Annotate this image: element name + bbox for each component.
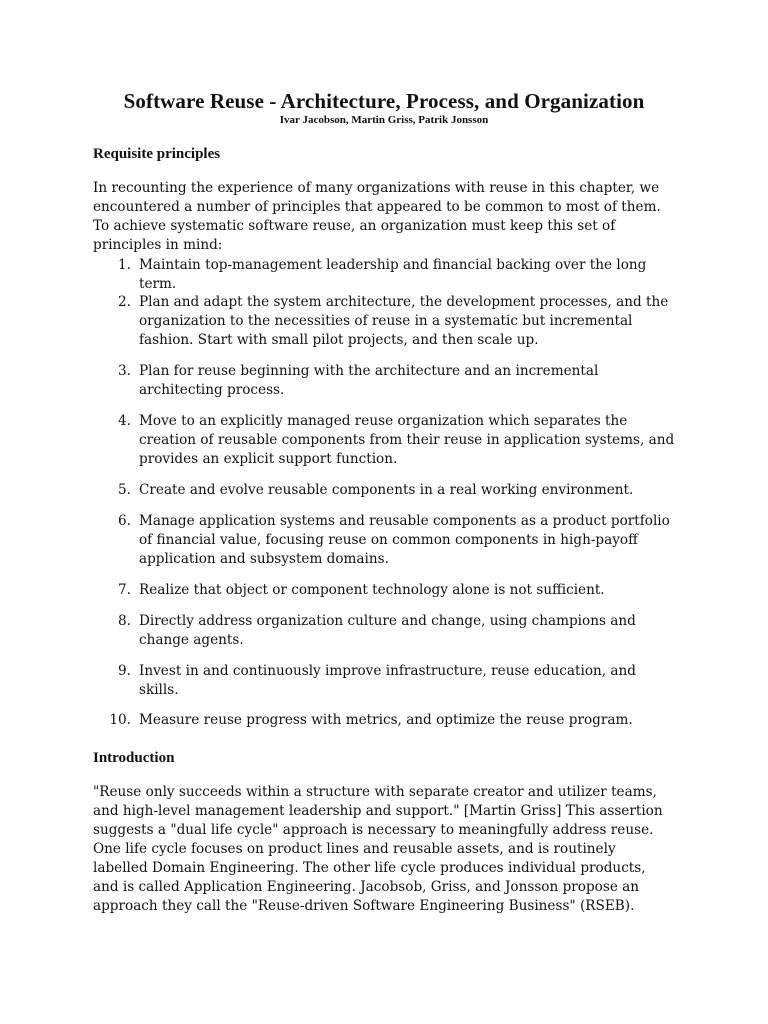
list-item-text bbox=[139, 581, 605, 600]
list-item-number: 2. bbox=[118, 294, 131, 310]
list-item-number: 10. bbox=[109, 712, 131, 728]
list-item-number: 5. bbox=[118, 482, 131, 498]
text-line: Manage application systems and reusable components as a product portfolio bbox=[139, 513, 670, 529]
text-line: principles in mind: bbox=[93, 237, 223, 253]
list-item-text bbox=[139, 512, 670, 569]
text-line: Maintain top-management leadership and financial backing over the long bbox=[139, 257, 647, 273]
text-line: encountered a number of principles that appeared to be common to most of them. bbox=[93, 199, 661, 215]
text-line: creation of reusable components from their reuse in application systems, and bbox=[139, 432, 675, 448]
section-heading-introduction: Introduction bbox=[93, 750, 175, 766]
list-item-text bbox=[139, 481, 633, 500]
text-line: change agents. bbox=[139, 632, 244, 648]
list-item-text bbox=[139, 612, 636, 650]
text-line: Directly address organization culture and change, using champions and bbox=[139, 613, 636, 629]
introduction-paragraph bbox=[93, 783, 693, 916]
text-line: Move to an explicitly managed reuse organization which separates the bbox=[139, 413, 628, 429]
text-line: architecting process. bbox=[139, 382, 285, 398]
list-item-number: 6. bbox=[118, 513, 131, 529]
list-item-number: 8. bbox=[118, 613, 131, 629]
text-line: Create and evolve reusable components in a real working environment. bbox=[139, 482, 634, 498]
text-line: and high-level management leadership and support." [Martin Griss] This assertion bbox=[93, 803, 663, 819]
list-item-text bbox=[139, 711, 633, 730]
list-item-text bbox=[139, 362, 598, 400]
section1-intro-paragraph bbox=[93, 179, 693, 255]
text-line: labelled Domain Engineering. The other life cycle produces individual products, bbox=[93, 860, 646, 876]
text-line: Plan and adapt the system architecture, the development processes, and the bbox=[139, 294, 669, 310]
list-item-text bbox=[139, 256, 646, 294]
list-item-number: 4. bbox=[118, 413, 131, 429]
document-title: Software Reuse - Architecture, Process, and Organization bbox=[123, 89, 645, 113]
text-line: In recounting the experience of many organizations with reuse in this chapter, we bbox=[93, 180, 660, 196]
text-line: "Reuse only succeeds within a structure with separate creator and utilizer teams, bbox=[93, 784, 657, 800]
list-item-text bbox=[139, 293, 668, 350]
list-item-number: 1. bbox=[118, 257, 131, 273]
text-line: skills. bbox=[139, 682, 179, 698]
text-line: Plan for reuse beginning with the architecture and an incremental bbox=[139, 363, 599, 379]
text-line: To achieve systematic software reuse, an organization must keep this set of bbox=[93, 218, 616, 234]
text-line: fashion. Start with small pilot projects, and then scale up. bbox=[139, 332, 539, 348]
list-item-number: 7. bbox=[118, 582, 131, 598]
text-line: approach they call the "Reuse-driven Software Engineering Business" (RSEB). bbox=[93, 898, 635, 914]
text-line: Invest in and continuously improve infrastructure, reuse education, and bbox=[139, 663, 636, 679]
document-authors: Ivar Jacobson, Martin Griss, Patrik Jonsson bbox=[279, 114, 489, 126]
list-item-number: 9. bbox=[118, 663, 131, 679]
text-line: organization to the necessities of reuse in a systematic but incremental bbox=[139, 313, 633, 329]
text-line: and is called Application Engineering. Jacobsob, Griss, and Jonsson propose an bbox=[93, 879, 640, 895]
text-line: Realize that object or component technology alone is not sufficient. bbox=[139, 582, 605, 598]
text-line: One life cycle focuses on product lines and reusable assets, and is routinely bbox=[93, 841, 616, 857]
list-item-text bbox=[139, 662, 636, 700]
text-line: provides an explicit support function. bbox=[139, 451, 398, 467]
text-line: application and subsystem domains. bbox=[139, 551, 389, 567]
list-item-number: 3. bbox=[118, 363, 131, 379]
list-item-text bbox=[139, 412, 674, 469]
text-line: suggests a "dual life cycle" approach is necessary to meaningfully address reuse. bbox=[93, 822, 654, 838]
text-line: term. bbox=[139, 276, 177, 292]
text-line: Measure reuse progress with metrics, and optimize the reuse program. bbox=[139, 712, 633, 728]
section-heading-requisite-principles: Requisite principles bbox=[93, 146, 221, 162]
text-line: of financial value, focusing reuse on common components in high-payoff bbox=[139, 532, 638, 548]
